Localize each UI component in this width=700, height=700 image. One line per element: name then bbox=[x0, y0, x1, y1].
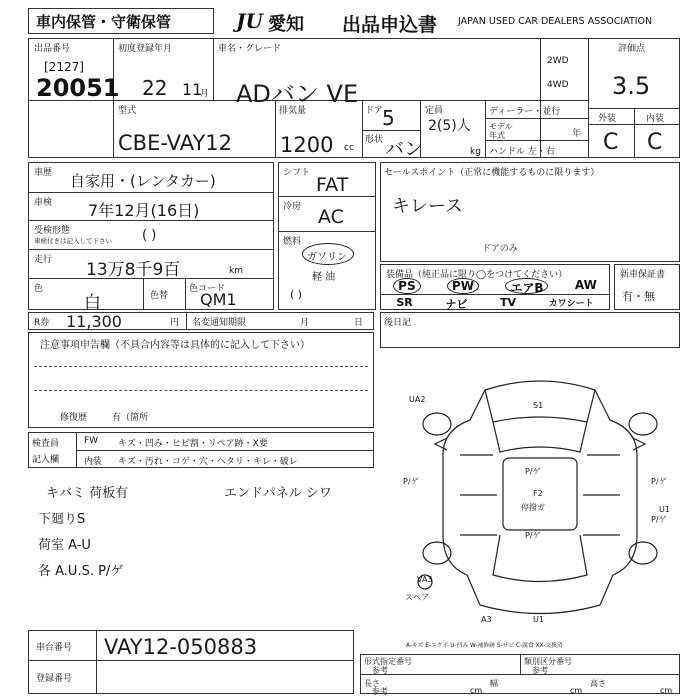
shift-value: FAT bbox=[316, 174, 349, 196]
warranty-label: 新車保証書 bbox=[620, 270, 666, 280]
equipment-airbag: エアB bbox=[505, 278, 548, 294]
diagram-label-pg-center: P/ゲ bbox=[525, 467, 541, 476]
history-value: 自家用・(レンタカー) bbox=[70, 172, 216, 190]
model-name-label: 車名・グレード bbox=[218, 44, 282, 54]
auto-tax-month: 月 bbox=[300, 318, 310, 328]
color-code-label: 色コード bbox=[189, 284, 226, 294]
history-label: 車歴 bbox=[34, 168, 53, 178]
form-id-label2: 類別区分番号 bbox=[524, 657, 572, 666]
diagram-label-pg-rear: P/ゲ bbox=[525, 531, 541, 540]
form-id-height: 高さ bbox=[590, 679, 606, 688]
diagram-label-f2: F2 bbox=[533, 489, 543, 498]
chassis-label: 車台番号 bbox=[36, 643, 73, 653]
ju-logo: JU bbox=[236, 9, 263, 33]
received-sub: 車検付きは記入して下さい bbox=[34, 237, 112, 245]
diagram-label-pg-left: P/ゲ bbox=[403, 477, 419, 486]
inspector-label1: 検査員 bbox=[32, 439, 60, 449]
model-code-label: 型式 bbox=[118, 106, 137, 116]
equipment-navi: ナビ bbox=[445, 298, 468, 311]
capacity-value: 2(5)人 bbox=[428, 118, 471, 134]
mileage-unit: km bbox=[229, 266, 243, 276]
fuel-gasoline-circle bbox=[302, 243, 354, 265]
inspector-row1-head: FW bbox=[84, 436, 99, 446]
fuel-paren: ( ) bbox=[290, 288, 303, 301]
equipment-note: ドアのみ bbox=[482, 244, 518, 254]
association-name: JAPAN USED CAR DEALERS ASSOCIATION bbox=[458, 16, 653, 27]
inspector-row2: キズ・汚れ・コゲ・穴・ヘタリ・キレ・破レ bbox=[118, 457, 298, 467]
aircon-value: AC bbox=[318, 206, 344, 228]
inspector-row1: キズ・凹み・ヒビ割・リペア跡・X要 bbox=[118, 439, 268, 449]
form-id-ref2: 参考 bbox=[532, 666, 548, 675]
warranty-value: 有・無 bbox=[622, 290, 655, 303]
displacement-label: 排気量 bbox=[279, 106, 307, 116]
diagram-label-mark: 停撥ガ bbox=[521, 503, 545, 512]
storage-note: 車内保管・守衛保管 bbox=[36, 13, 172, 31]
equipment-ps: PS bbox=[393, 278, 420, 294]
equipment-seat: カワシート bbox=[548, 299, 594, 309]
sales-point-label: セールスポイント（正常に機能するものに限ります） bbox=[384, 168, 600, 178]
diagram-label-spare: スペア bbox=[405, 593, 429, 602]
inspector-label2: 記入欄 bbox=[32, 455, 60, 465]
inspector-row2-head: 内装 bbox=[84, 457, 103, 467]
after-sale-label: 後日記 bbox=[384, 318, 412, 328]
notes-label: 注意事項申告欄（不具合内容等は具体的に記入して下さい） bbox=[40, 340, 310, 351]
drive-4wd: 4WD bbox=[547, 80, 569, 90]
sales-point-value: キレース bbox=[392, 196, 463, 217]
diagram-label-pg-right: P/ゲ bbox=[651, 477, 667, 486]
handwritten-note-5: 各 A.U.S. P/ゲ bbox=[38, 564, 124, 579]
doors-label: ドア bbox=[365, 106, 383, 116]
form-id-unit1: cm bbox=[470, 686, 483, 695]
drive-2wd: 2WD bbox=[547, 56, 569, 66]
rating-int-value: C bbox=[647, 130, 663, 155]
dealer-handle: ハンドル 左・右 bbox=[489, 147, 555, 157]
car-damage-diagram bbox=[405, 360, 675, 630]
weight-unit: kg bbox=[470, 147, 481, 157]
r-ticket-label: R券 bbox=[34, 318, 50, 328]
registration-label: 初度登録年月 bbox=[118, 44, 173, 54]
fuel-diesel: 軽 油 bbox=[312, 272, 336, 283]
handwritten-note-4: 荷室 A-U bbox=[38, 538, 91, 553]
form-id-unit2: cm bbox=[570, 686, 583, 695]
equipment-aw: AW bbox=[574, 278, 597, 292]
doors-value: 5 bbox=[382, 106, 395, 130]
equipment-tv: TV bbox=[499, 296, 516, 309]
capacity-label: 定員 bbox=[425, 106, 444, 116]
chassis-value: VAY12-050883 bbox=[104, 635, 258, 659]
received-label: 受検形態 bbox=[34, 226, 71, 236]
color-change-label: 色替 bbox=[150, 291, 169, 301]
listing-number: 20051 bbox=[36, 74, 120, 102]
handwritten-note-2: エンドパネル シワ bbox=[224, 486, 332, 501]
received-value: ( ) bbox=[142, 228, 157, 243]
listing-small-number: [2127] bbox=[44, 60, 84, 74]
shift-label: シフト bbox=[283, 168, 311, 178]
diagram-label-u1-right: U1 bbox=[659, 505, 670, 514]
form-id-length: 長さ bbox=[364, 679, 380, 688]
auto-tax-label: 名変通知期限 bbox=[192, 318, 247, 328]
form-id-ref1: 参考 bbox=[372, 666, 388, 675]
mileage-value: 13万8千9百 bbox=[86, 260, 181, 280]
diagram-legend: A-キズ E-エクボ U-凹み W-補修跡 S-サビ C-腐食 XX-交換済 bbox=[406, 643, 563, 649]
model-code-value: CBE-VAY12 bbox=[118, 131, 232, 155]
dealer-model: モデル bbox=[489, 122, 513, 131]
mileage-label: 走行 bbox=[34, 255, 53, 265]
registration-month-unit: 月 bbox=[200, 89, 210, 99]
body-type-label: 形状 bbox=[365, 135, 384, 145]
org-name: 愛知 bbox=[268, 14, 304, 35]
after-sale-block bbox=[380, 312, 680, 348]
dealer-label: ディーラー・並行 bbox=[489, 107, 561, 117]
registration-no-label: 登録番号 bbox=[36, 674, 73, 684]
dealer-year-unit: 年 bbox=[572, 129, 582, 139]
rating-label: 評価点 bbox=[618, 44, 646, 54]
auto-tax-day: 日 bbox=[354, 318, 364, 328]
equipment-row2 bbox=[380, 296, 610, 310]
color-value: 白 bbox=[84, 293, 101, 313]
r-ticket-value: 11,300 bbox=[66, 312, 122, 331]
diagram-label-s1: S1 bbox=[533, 401, 544, 410]
diagram-label-u1: U1 bbox=[533, 615, 544, 624]
equipment-label: 装備品（純正品に限り◯をつけてください） bbox=[386, 270, 568, 280]
handwritten-note-1: キバミ 荷板有 bbox=[46, 486, 129, 501]
r-ticket-unit: 円 bbox=[170, 318, 180, 328]
listing-number-label: 出品番号 bbox=[34, 44, 71, 54]
inspection-value: 7年12月(16日) bbox=[88, 201, 200, 220]
dealer-year-label: 年式 bbox=[489, 131, 505, 140]
color-label: 色 bbox=[34, 284, 44, 294]
model-name-value: ADバン VE bbox=[236, 80, 359, 108]
equipment-row1 bbox=[380, 278, 610, 294]
diagram-label-ua2: UA2 bbox=[409, 395, 426, 404]
displacement-unit: cc bbox=[344, 143, 354, 153]
fuel-label: 燃料 bbox=[283, 237, 302, 247]
form-id-width: 幅 bbox=[490, 679, 498, 688]
handwritten-note-3: 下廻りS bbox=[38, 512, 86, 527]
body-type-value: バン bbox=[385, 138, 424, 160]
rating-int-label: 内装 bbox=[646, 114, 665, 124]
rating-value: 3.5 bbox=[612, 72, 651, 100]
diagram-label-pg-right2: P/ゲ bbox=[651, 515, 667, 524]
form-id-ref3: 参考 bbox=[372, 687, 388, 696]
registration-year: 22 bbox=[142, 76, 168, 100]
aircon-label: 冷房 bbox=[283, 202, 302, 212]
rating-ext-label: 外装 bbox=[598, 114, 617, 124]
inspection-label: 車検 bbox=[34, 198, 53, 208]
repair-label: 有（箇所 bbox=[112, 413, 149, 423]
fuel-gasoline: ガソリン bbox=[307, 252, 347, 263]
equipment-pw: PW bbox=[447, 278, 479, 294]
displacement-value: 1200 bbox=[280, 133, 334, 157]
registration-month: 11 bbox=[182, 80, 203, 99]
form-id-unit3: cm bbox=[660, 686, 673, 695]
equipment-sr: SR bbox=[396, 296, 413, 309]
form-id-label1: 形式指定番号 bbox=[364, 657, 412, 666]
rating-ext-value: C bbox=[603, 130, 619, 155]
repair-heading: 修復歴 bbox=[60, 413, 88, 423]
form-title: 出品申込書 bbox=[342, 14, 438, 36]
diagram-label-a3: A3 bbox=[481, 615, 492, 624]
color-code-value: QM1 bbox=[200, 290, 237, 309]
diagram-label-va3: VA3 bbox=[417, 575, 433, 584]
